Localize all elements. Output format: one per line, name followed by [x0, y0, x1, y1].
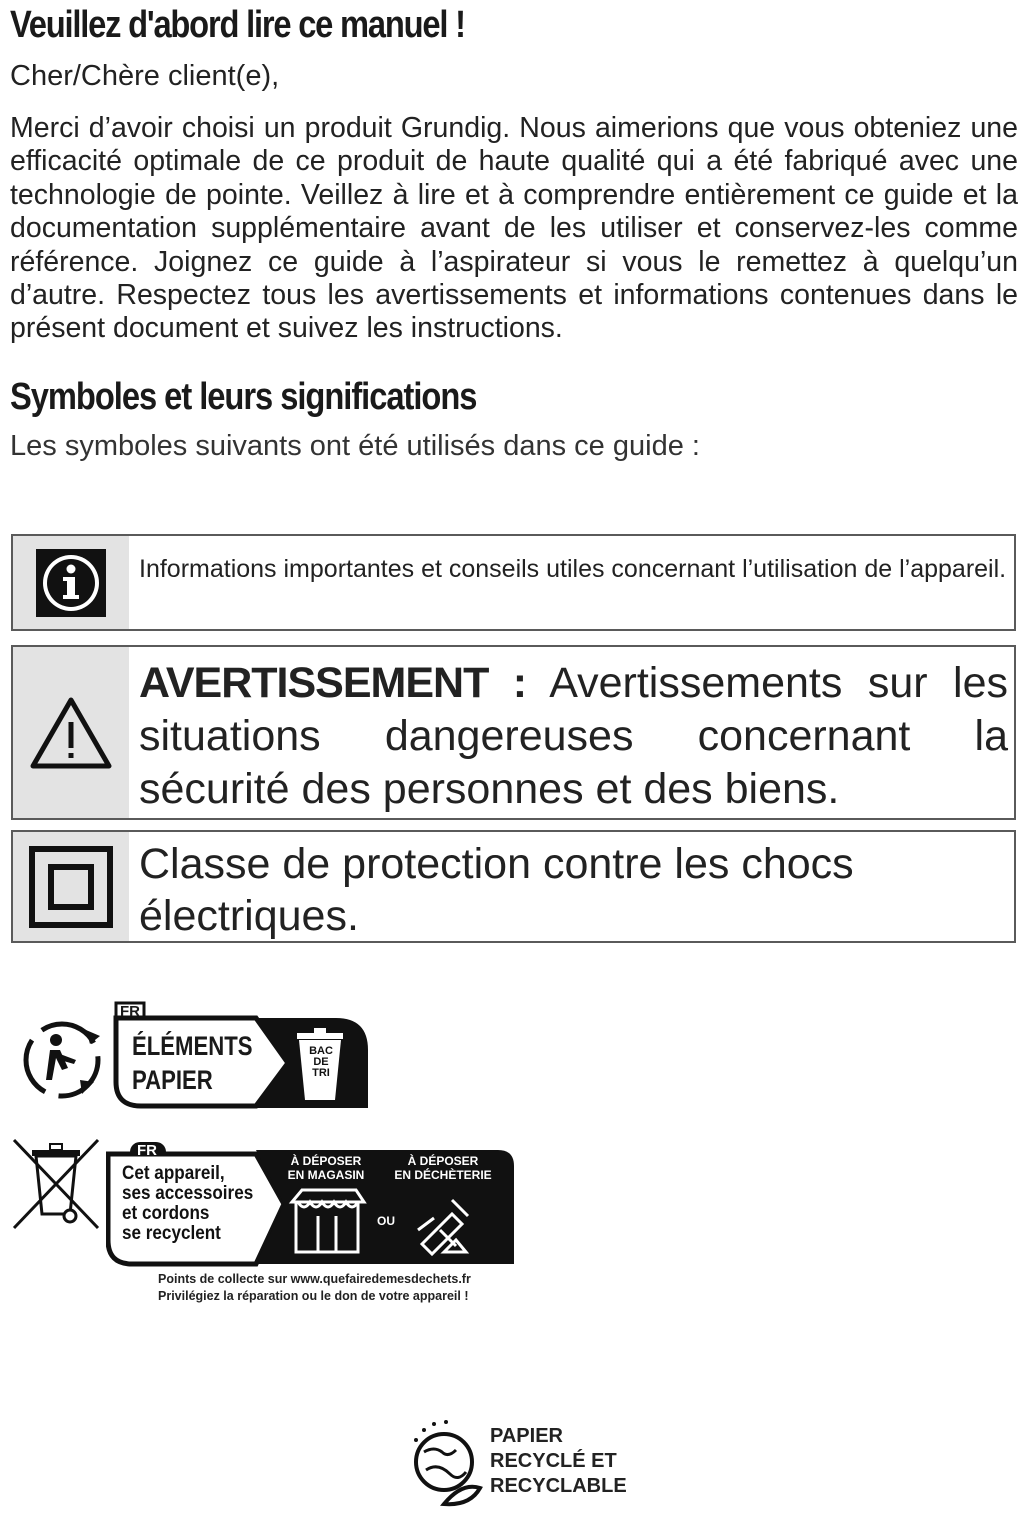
greeting: Cher/Chère client(e), — [10, 60, 280, 92]
warning-triangle-icon — [13, 647, 129, 818]
dump-label-2: EN DÉCHÈTERIE — [394, 1168, 492, 1182]
info-text: Informations importantes et conseils utiles concernant l’utilisation de l’appareil. — [139, 555, 1007, 583]
triman-icon — [26, 1024, 100, 1096]
bin-label-2: DE — [313, 1056, 329, 1068]
symbol-warning-box — [11, 645, 1016, 820]
info-icon — [13, 536, 129, 629]
triman-paper-logo — [16, 1000, 376, 1112]
store-label-2: EN MAGASIN — [287, 1168, 365, 1182]
page-title: Veuillez d'abord lire ce manuel ! — [10, 4, 465, 46]
recycled-line-3: RECYCLABLE — [490, 1475, 627, 1497]
weee-country: FR — [137, 1142, 157, 1159]
intro-paragraph: Merci d’avoir choisi un produit Grundig. Nous aimerions que vous obteniez une efficacité optimale de ce produit de haute qualité qui a été fabriqué avec une technologie de pointe. Veillez à lire et à comprendre entièrement ce guide et la documentation supplémentaire avant de les utiliser et conservez-les comme référence. Joignez ce guide à l’aspirateur si vous le remettez à quelqu’un d’autre. Respectez tous les avertissements et informations contenues dans le présent document et suivez les instructions. — [10, 112, 1018, 345]
symbol-info-box — [11, 534, 1016, 631]
weee-text-1: Cet appareil, — [122, 1163, 225, 1184]
bin-label-1: BAC — [309, 1045, 333, 1057]
warning-text — [139, 657, 1008, 816]
triman-paper-line1: ÉLÉMENTS — [132, 1031, 253, 1061]
weee-text-4: se recyclent — [122, 1223, 221, 1244]
weee-text-2: ses accessoires — [122, 1183, 254, 1204]
dump-label-1: À DÉPOSER — [407, 1154, 479, 1168]
crossed-bin-icon — [10, 1136, 102, 1232]
weee-note-2: Privilégiez la réparation ou le don de votre appareil ! — [158, 1289, 469, 1303]
store-label-1: À DÉPOSER — [290, 1154, 362, 1168]
warning-description: Avertissements sur les situations dangereuses concernant la sécurité des personnes et des biens. — [139, 659, 1008, 813]
weee-text-3: et cordons — [122, 1203, 210, 1224]
triman-country: FR — [120, 1003, 140, 1020]
triman-weee-logo — [106, 1140, 518, 1310]
symbols-heading: Symboles et leurs significations — [10, 376, 477, 418]
symbol-protection-box — [11, 830, 1016, 943]
bin-label-3: TRI — [312, 1067, 330, 1079]
class-ii-double-square-icon — [13, 832, 129, 941]
triman-paper-line2: PAPIER — [132, 1065, 213, 1095]
or-label: OU — [377, 1214, 395, 1228]
protection-text: Classe de protection contre les chocs électriques. — [139, 840, 854, 940]
symbols-intro: Les symboles suivants ont été utilisés dans ce guide : — [10, 430, 700, 462]
recycled-paper-globe-leaf-icon — [404, 1418, 484, 1508]
recycled-paper-label — [490, 1424, 627, 1499]
recycled-line-1: PAPIER — [490, 1425, 563, 1447]
warning-keyword: AVERTISSEMENT : — [139, 659, 527, 707]
recycled-line-2: RECYCLÉ ET — [490, 1450, 617, 1472]
weee-note-1: Points de collecte sur www.quefairedemesdechets.fr — [158, 1272, 471, 1286]
